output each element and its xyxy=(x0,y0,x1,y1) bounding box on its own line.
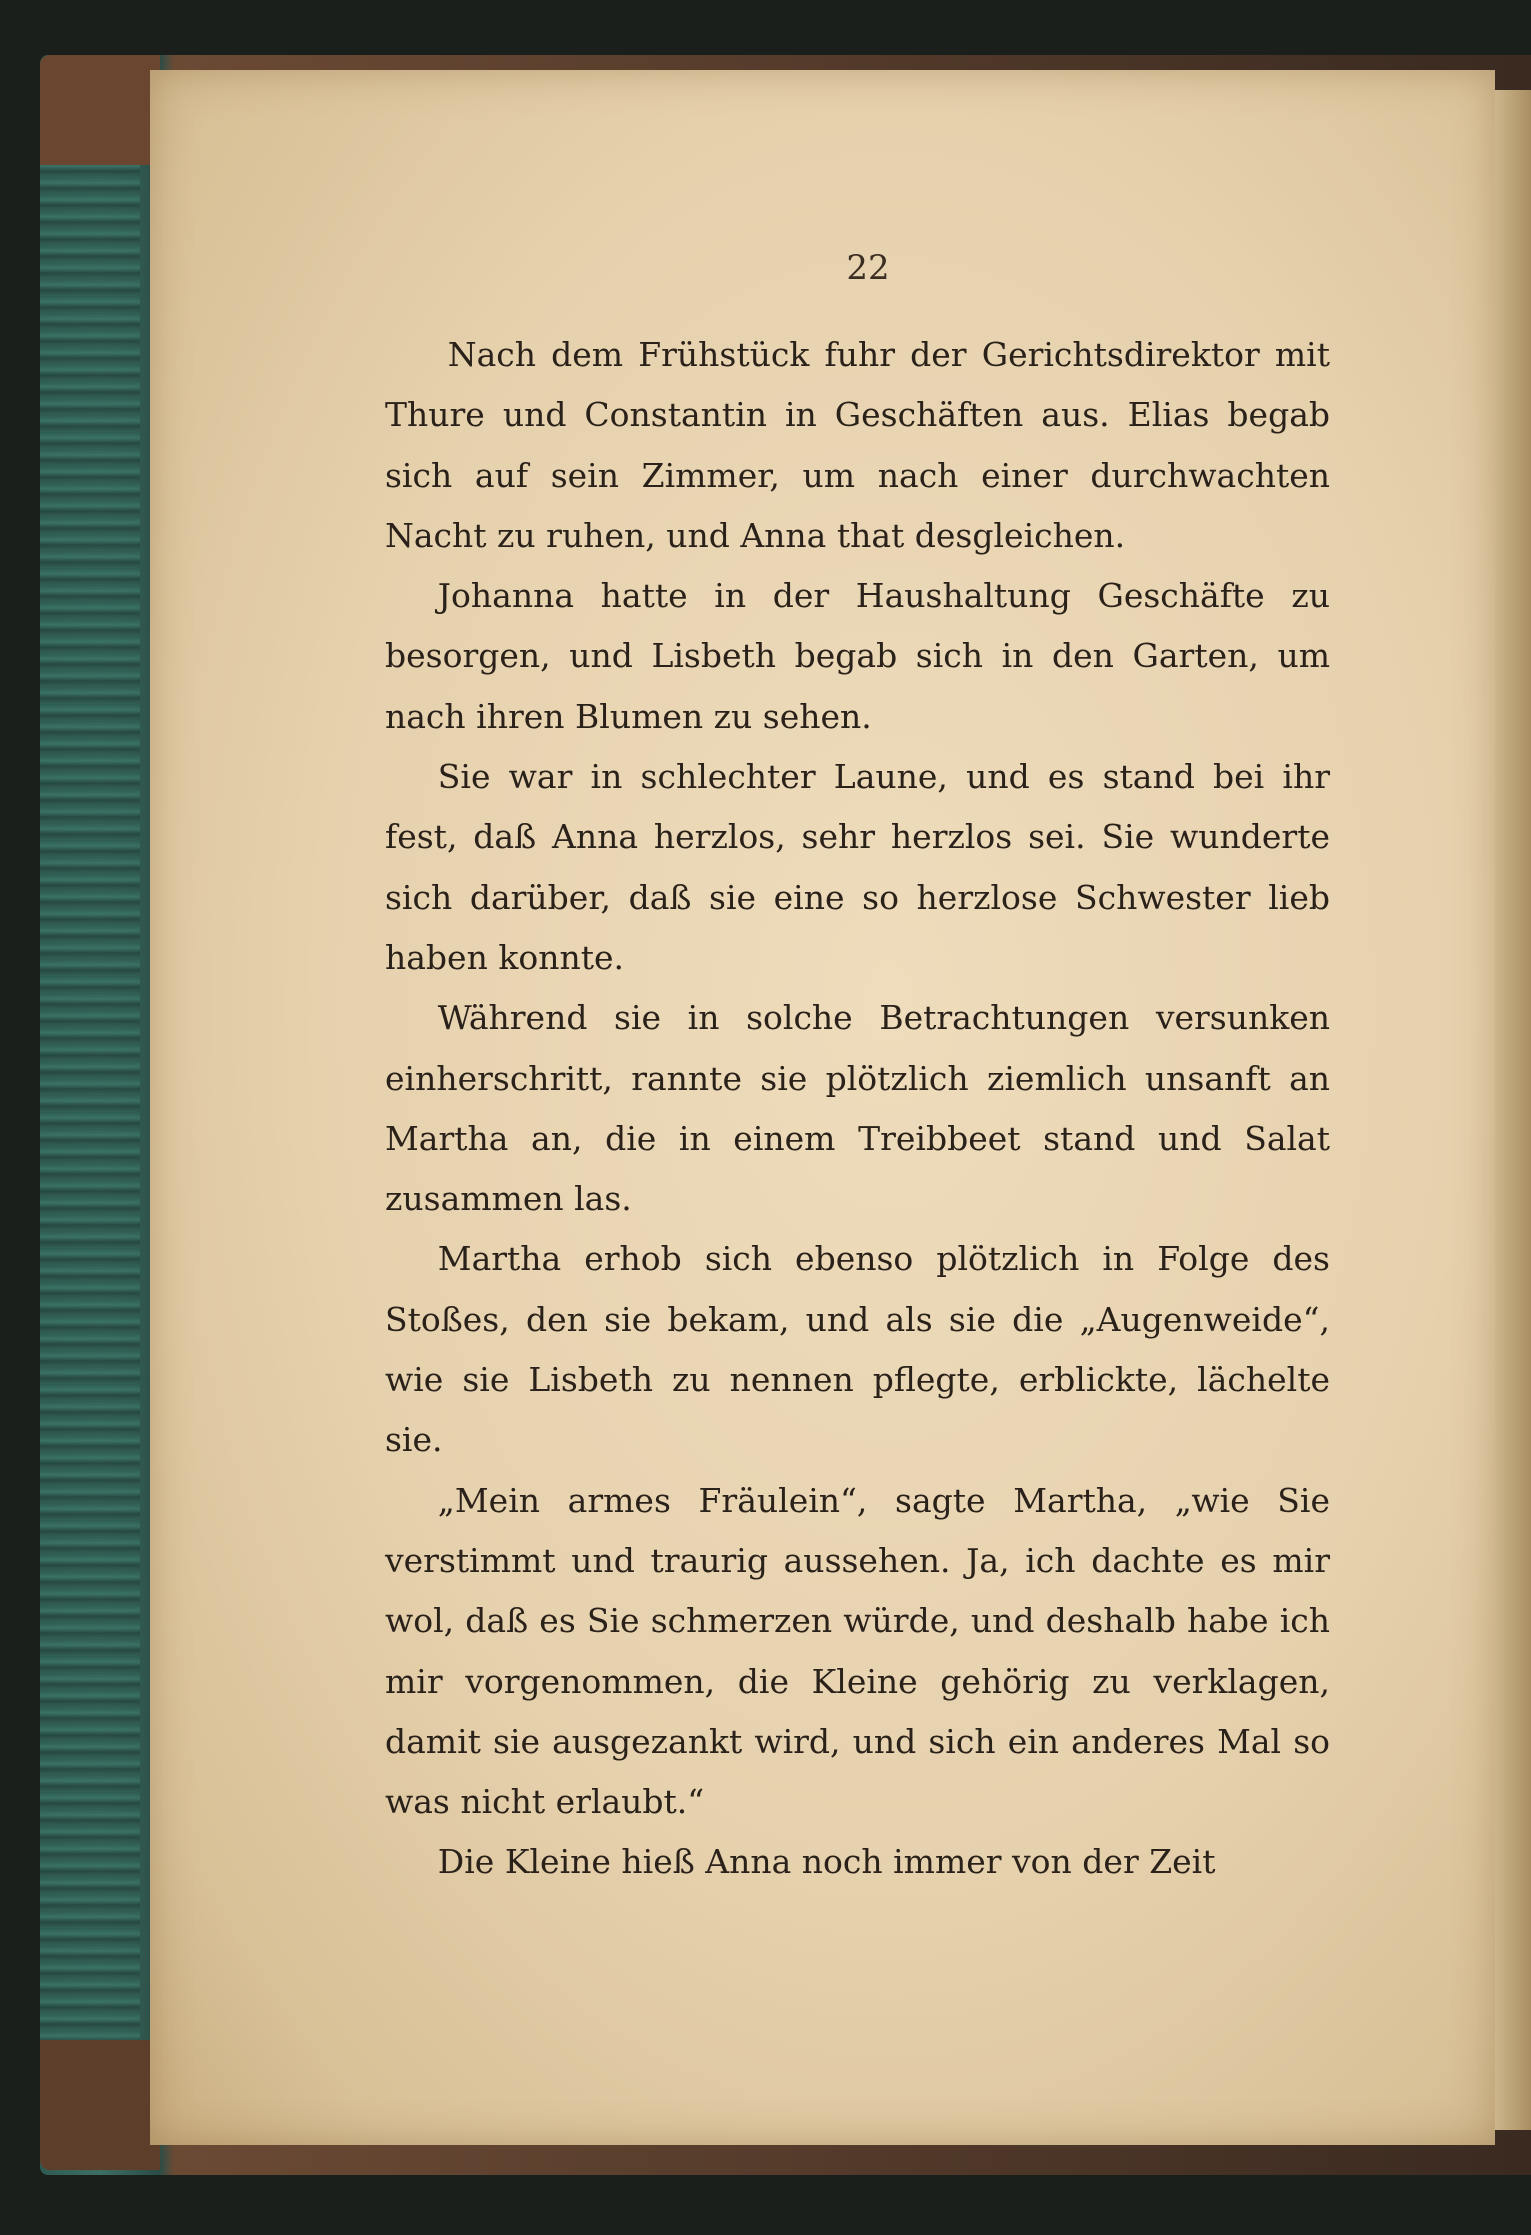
paragraph: Martha erhob sich ebenso plötzlich in Folge des Stoßes, den sie bekam, und als sie die „Augenweide“, wie sie Lisbeth zu nennen pflegte, erblickte, lächelte sie. xyxy=(385,1239,1330,1460)
leather-corner-top xyxy=(40,55,160,165)
paragraph: Während sie in solche Betrachtungen versunken einherschritt, rannte sie plötzlich ziemlich unsanft an Martha an, die in einem Treibbeet stand und Salat zusammen las. xyxy=(385,998,1330,1219)
paragraph: Johanna hatte in der Haushaltung Geschäfte zu besorgen, und Lisbeth begab sich in den Garten, um nach ihren Blumen zu sehen. xyxy=(385,576,1330,736)
page-text xyxy=(385,325,1330,1893)
cover-marbled-binding xyxy=(40,160,140,2060)
paragraph: Sie war in schlechter Laune, und es stand bei ihr fest, daß Anna herzlos, sehr herzlos sei. Sie wunderte sich darüber, daß sie eine so herzlose Schwester lieb haben konnte. xyxy=(385,757,1330,977)
page-number: 22 xyxy=(846,248,890,288)
paragraph: Die Kleine hieß Anna noch immer von der Zeit xyxy=(437,1842,1216,1882)
leather-corner-bottom xyxy=(40,2040,160,2170)
paragraph: „Mein armes Fräulein“, sagte Martha, „wie Sie verstimmt und traurig aussehen. Ja, ich dachte es mir wol, daß es Sie schmerzen würde, und deshalb habe ich mir vorgenommen, die Kleine gehörig zu verklagen, damit sie ausgezankt wird, und sich ein anderes Mal so was nicht erlaubt.“ xyxy=(385,1480,1330,1822)
paragraph: Nach dem Frühstück fuhr der Gerichtsdirektor mit Thure und Constantin in Geschäften aus. Elias begab sich auf sein Zimmer, um nach einer durchwachten Nacht zu ruhen, und Anna that desgleichen. xyxy=(385,335,1330,555)
facing-page-edge xyxy=(1495,90,1531,2130)
